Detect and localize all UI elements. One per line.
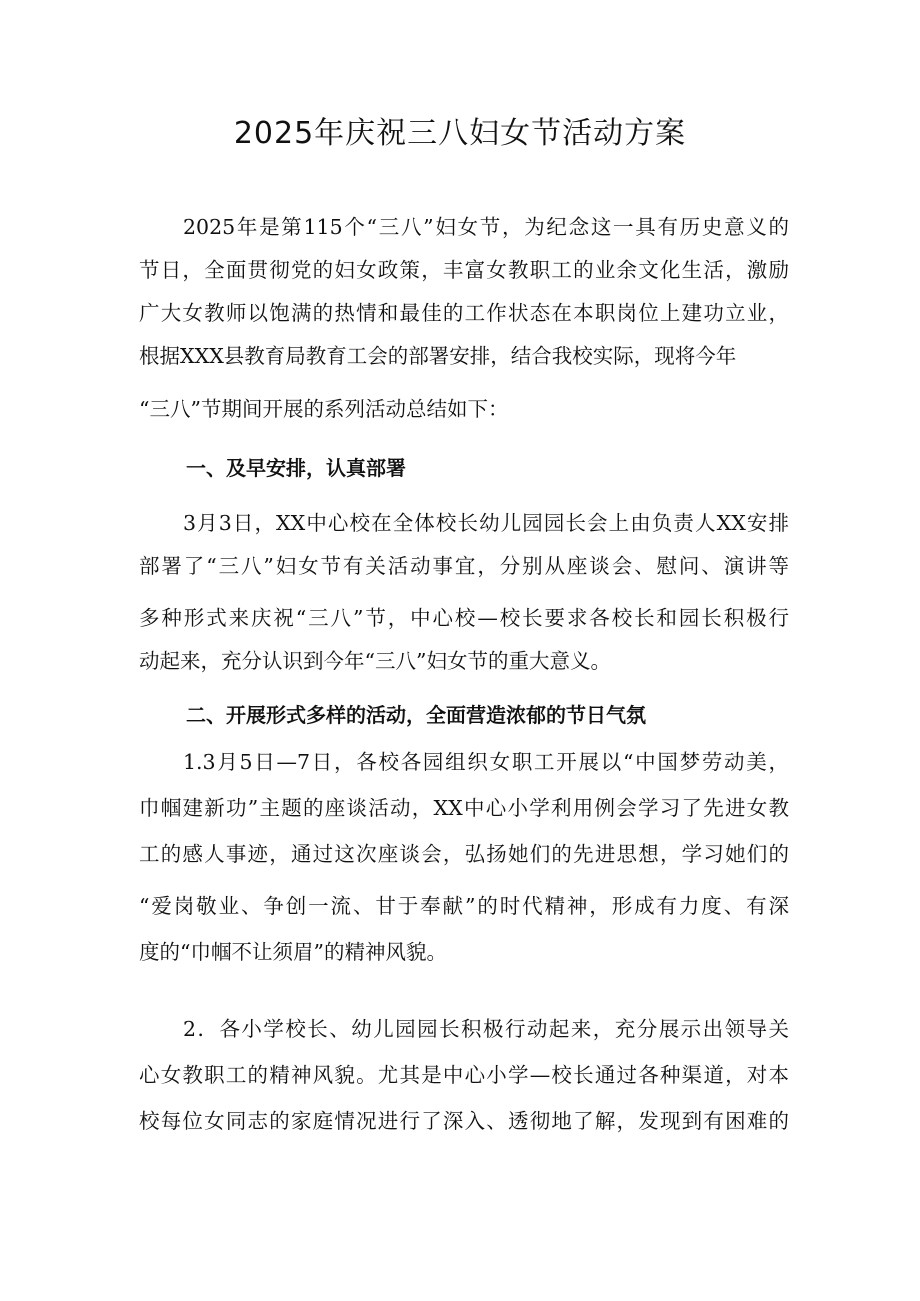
section2-item2-line-2: 心女教职工的精神风貌。尤其是中心小学—校长通过各种渠道，对本 [139, 1063, 789, 1087]
document-title: 2025年庆祝三八妇女节活动方案 [233, 116, 687, 151]
section1-line-3: 多种形式来庆祝“三八”节，中心校—校长要求各校长和园长积极行 [139, 606, 789, 630]
intro-line-1: 2025年是第115个“三八”妇女节，为纪念这一具有历史意义的 [183, 215, 789, 239]
section2-heading: 二、开展形式多样的活动，全面营造浓郁的节日气氛 [186, 703, 646, 727]
section1-line-1: 3月3日，XX中心校在全体校长幼儿园园长会上由负责人XX安排 [183, 511, 789, 535]
section2-item1-line-2: 巾帼建新功”主题的座谈活动，XX中心小学利用例会学习了先进女教 [139, 796, 789, 820]
section1-line-4: 动起来，充分认识到今年“三八”妇女节的重大意义。 [139, 649, 611, 673]
section2-item1-line-5: 度的“巾帼不让须眉”的精神风貌。 [139, 940, 447, 964]
intro-line-2: 节日，全面贯彻党的妇女政策，丰富女教职工的业余文化生活，激励 [139, 258, 789, 282]
intro-line-4: 根据XXX县教育局教育工会的部署安排，结合我校实际，现将今年 [139, 344, 737, 368]
section2-item1-line-3: 工的感人事迹，通过这次座谈会，弘扬她们的先进思想，学习她们的 [139, 842, 789, 866]
intro-line-3: 广大女教师以饱满的热情和最佳的工作状态在本职岗位上建功立业， [139, 301, 789, 325]
intro-line-5: “三八”节期间开展的系列活动总结如下： [139, 397, 509, 421]
section1-line-2: 部署了“三八”妇女节有关活动事宜，分别从座谈会、慰问、演讲等 [139, 554, 789, 578]
section1-heading: 一、及早安排，认真部署 [186, 456, 406, 480]
section2-item2-line-1: 2．各小学校长、幼儿园园长积极行动起来，充分展示出领导关 [183, 1017, 789, 1041]
section2-item2-line-3: 校每位女同志的家庭情况进行了深入、透彻地了解，发现到有困难的 [139, 1109, 789, 1133]
section2-item1-line-1: 1.3月5日—7日，各校各园组织女职工开展以“中国梦劳动美， [183, 750, 789, 774]
section2-item1-line-4: “爱岗敬业、争创一流、甘于奉献”的时代精神，形成有力度、有深 [139, 894, 789, 918]
